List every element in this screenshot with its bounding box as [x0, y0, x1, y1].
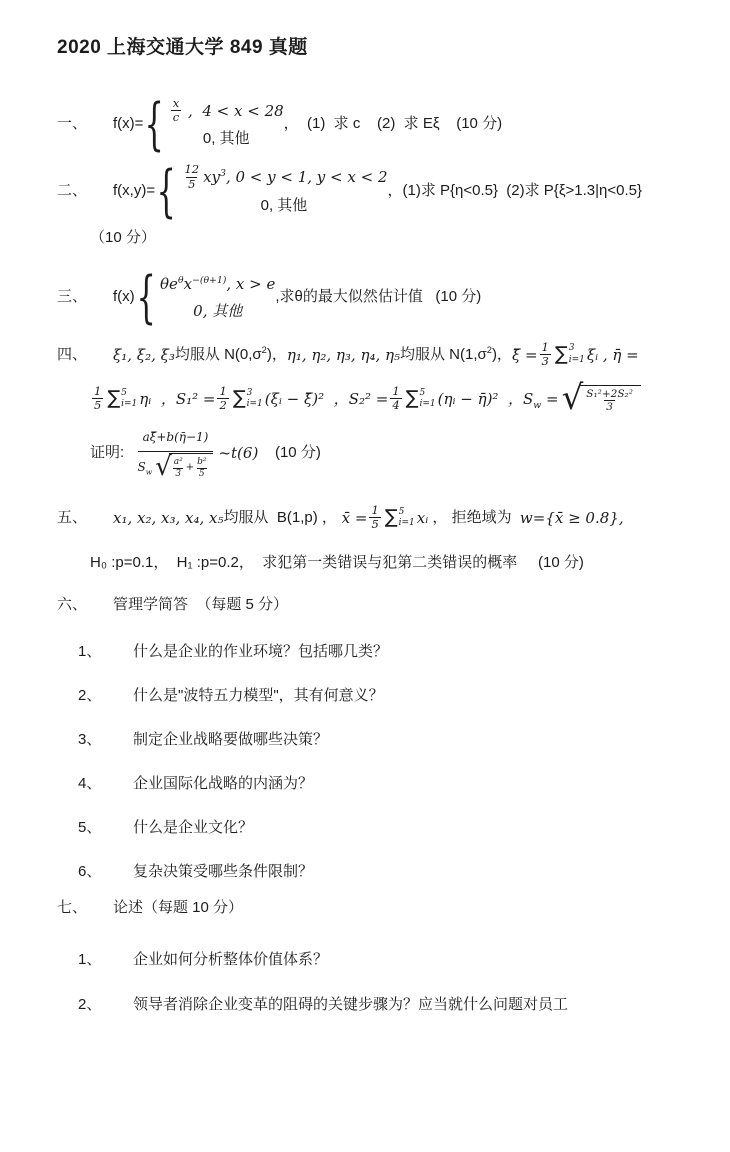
- question-1-number: 一、: [57, 115, 88, 133]
- sum-lower-limit: i=1: [121, 398, 138, 409]
- radical-icon: √: [561, 378, 584, 419]
- xi-samples: ξ₁, ξ₂, ξ₃: [113, 345, 175, 364]
- exponent-theta: θ: [177, 274, 184, 286]
- summation: [385, 507, 415, 530]
- question-3: [0, 264, 730, 331]
- fraction-1-over-5: $\frac{1}{5}$: [371, 503, 379, 532]
- summation: [233, 388, 263, 411]
- subscript-w: w: [533, 399, 542, 411]
- exponent: 3: [220, 168, 226, 180]
- question-4-number: 四、: [57, 345, 88, 363]
- sigma-icon: ∑: [384, 506, 398, 529]
- fraction-pooled-variance: $\frac{\text{S₁²+2S₂²}}{3}$: [586, 387, 633, 413]
- question-3-case-2: 0, 其他: [193, 301, 243, 320]
- sigma-icon: ∑: [554, 343, 568, 366]
- fraction-x-over-c: $\frac{x}{c}$: [172, 96, 180, 125]
- fraction-1-over-4: $\frac{1}{4}$: [392, 384, 400, 413]
- question-4-proof-line: [0, 425, 730, 480]
- question-2-number: 二、: [57, 181, 88, 199]
- summation: [107, 388, 137, 411]
- radical-icon: √: [155, 451, 172, 482]
- section-6-item-6: [0, 860, 730, 884]
- sum-upper-limit: 5: [419, 387, 426, 398]
- question-2: [0, 157, 730, 224]
- section-6-item-4: [0, 772, 730, 796]
- section-6-item-1: [0, 640, 730, 664]
- question-2-function-label: f(x,y)=: [113, 181, 156, 199]
- exponent-neg-theta-plus-1: −(θ+1): [192, 274, 227, 286]
- sigma-squared-exponent: 2: [261, 344, 267, 355]
- section-7-item-2: [0, 993, 730, 1017]
- question-4-line-1: [0, 341, 730, 368]
- question-1-case-1: [169, 97, 284, 124]
- distribution-n1: 均服从 $N(1,\sigma^2)$，: [400, 344, 512, 363]
- sw-equals: $S_w$ =: [522, 389, 559, 411]
- item-text: 企业国际化战略的内涵为？: [133, 774, 314, 792]
- item-text: 企业如何分析整体价值体系？: [133, 950, 329, 968]
- plus-sign: +: [185, 462, 195, 474]
- question-2-expression: $xy^3$, 0 < y < 1, y < x < 2: [203, 168, 388, 187]
- s2-squared-equals: S₂² =: [348, 389, 389, 408]
- t-statistic-fraction: [138, 425, 214, 480]
- xi-deviation-squared: (ξᵢ − ξ̄)² ，: [264, 389, 349, 408]
- question-1-condition: , 4 < x < 28: [183, 101, 284, 120]
- item-text: 什么是企业文化？: [133, 818, 254, 836]
- question-3-number: 三、: [57, 288, 88, 306]
- x-bar-equals: x̄ =: [336, 508, 368, 527]
- sum-lower-limit: i=1: [246, 398, 263, 409]
- question-3-piecewise: [160, 272, 275, 323]
- fraction-12-over-5: $\frac{12}{5}$: [184, 162, 200, 191]
- square-root: [155, 453, 213, 480]
- question-2-case-2: 0, 其他: [260, 196, 308, 214]
- distribution-n0: 均服从 $N(0,\sigma^2)$，: [174, 344, 287, 363]
- question-5-number: 五、: [57, 508, 88, 526]
- score-label: （10 分）: [90, 228, 156, 246]
- question-3-case-1: [160, 272, 275, 296]
- section-7-number: 七、: [57, 898, 88, 916]
- item-number: 3、: [78, 730, 102, 748]
- rejection-region-set: w={x̄ ≥ 0.8},: [519, 508, 624, 527]
- item-number: 6、: [78, 862, 102, 880]
- sigma-icon: ∑: [232, 387, 246, 410]
- question-2-piecewise: [180, 163, 387, 217]
- item-number: 1、: [78, 642, 102, 660]
- sum-lower-limit: i=1: [568, 354, 585, 365]
- left-brace: {: [144, 90, 165, 158]
- sigma-squared-exponent: 2: [486, 344, 492, 355]
- item-number: 2、: [78, 686, 102, 704]
- item-text: 什么是"波特五力模型"，其有何意义？: [133, 686, 384, 704]
- fraction-1-over-5: $\frac{1}{5}$: [94, 384, 102, 413]
- item-number: 1、: [78, 950, 102, 968]
- rejection-region-label: ， 拒绝域为: [428, 508, 520, 526]
- sigma-icon: ∑: [107, 387, 121, 410]
- left-brace: {: [156, 157, 176, 224]
- sigma-icon: ∑: [405, 387, 419, 410]
- sum-upper-limit: 5: [398, 506, 405, 517]
- section-6-item-2: [0, 684, 730, 708]
- question-5-line-1: [0, 504, 730, 531]
- summation: [555, 343, 585, 366]
- fraction-b2-over-5: $\frac{\text{b²}}{5}$: [197, 457, 207, 479]
- question-1-tasks: ， (1) 求 c (2) 求 Eξ (10 分): [283, 115, 503, 133]
- hypotheses-and-task: H₀ :p=0.1， H₁ :p=0.2， 求犯第一类错误与犯第二类错误的概率 (10 分): [90, 553, 584, 571]
- s1-squared-equals: S₁² =: [175, 389, 216, 408]
- question-4-score: (10 分): [258, 443, 321, 461]
- sum-lower-limit: i=1: [398, 517, 415, 528]
- question-3-tasks: ,求θ的最大似然估计值 (10 分): [275, 288, 482, 306]
- item-number: 5、: [78, 818, 102, 836]
- fraction-a2-over-3: $\frac{\text{a²}}{3}$: [173, 457, 183, 479]
- eta-samples: η₁, η₂, η₃, η₄, η₅: [286, 345, 400, 364]
- eta-deviation-squared: (ηᵢ − η̄)² ，: [437, 389, 523, 408]
- section-7-item-1: [0, 948, 730, 972]
- section-6-number: 六、: [57, 595, 88, 613]
- fraction-1-over-3: $\frac{1}{3}$: [541, 339, 549, 369]
- t-statistic-numerator: aξ̄+b(η̄−1): [142, 430, 209, 445]
- question-3-function-label: f(x): [113, 288, 135, 306]
- question-1: [0, 90, 730, 158]
- fraction-1-over-2: $\frac{1}{2}$: [219, 384, 227, 413]
- proof-label: 证明:: [90, 443, 133, 461]
- item-number: 2、: [78, 995, 102, 1013]
- item-text: 什么是企业的作业环境？包括哪几类？: [133, 642, 389, 660]
- question-1-case-2: 0, 其他: [202, 130, 250, 148]
- x-i: xᵢ: [416, 508, 429, 527]
- section-7-title: 论述（每题 10 分）: [113, 898, 244, 916]
- page-title: 2020 上海交通大学 849 真题: [57, 37, 308, 58]
- item-text: 领导者消除企业变革的阻碍的关键步骤为？应当就什么问题对员工: [133, 995, 569, 1013]
- sum-upper-limit: 3: [246, 387, 253, 398]
- square-root: [561, 378, 641, 419]
- section-6-item-3: [0, 728, 730, 752]
- distribution-bernoulli: 均服从 B(1,p) ，: [223, 508, 337, 526]
- summation: [406, 388, 436, 411]
- item-text: 复杂决策受哪些条件限制？: [133, 862, 314, 880]
- section-6-header: [0, 593, 730, 617]
- item-text: 制定企业战略要做哪些决策？: [133, 730, 329, 748]
- question-2-score: [0, 226, 730, 250]
- section-6-title: 管理学简答 （每题 5 分）: [113, 595, 289, 613]
- question-2-case-1: [180, 163, 387, 190]
- left-brace: {: [136, 264, 156, 331]
- xi-bar-equals: ξ̄ =: [511, 345, 538, 364]
- section-6-item-5: [0, 816, 730, 840]
- eta-i: ηᵢ ，: [139, 389, 176, 408]
- question-1-piecewise: [169, 97, 284, 151]
- item-number: 4、: [78, 774, 102, 792]
- question-1-function-label: f(x)=: [113, 115, 144, 133]
- question-2-tasks: ，(1)求 P{η<0.5} (2)求 P{ξ>1.3|η<0.5}: [387, 181, 643, 199]
- sw-symbol: $S_w$: [137, 459, 153, 477]
- exam-paper-page: [0, 32, 730, 1152]
- section-7-header: [0, 896, 730, 920]
- sum-lower-limit: i=1: [419, 398, 436, 409]
- subscript-w: w: [145, 467, 153, 477]
- sum-upper-limit: 5: [121, 387, 127, 398]
- distribution-t6: ~t(6): [218, 443, 259, 462]
- sum-upper-limit: 3: [568, 343, 575, 354]
- question-3-expression: $\theta e^\theta x^{-(\theta+1)}$, x > e: [160, 274, 276, 293]
- xi-i-eta-bar: ξᵢ , η̄ =: [586, 345, 639, 364]
- question-5-line-2: [0, 551, 730, 575]
- x-samples: x₁, x₂, x₃, x₄, x₅: [113, 508, 224, 527]
- question-4-line-2: [0, 378, 730, 419]
